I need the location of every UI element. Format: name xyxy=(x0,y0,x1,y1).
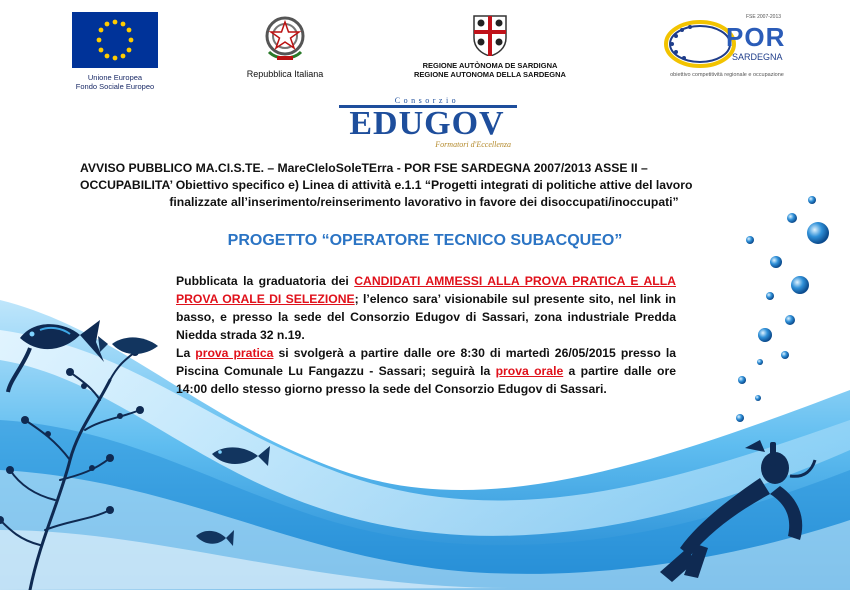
paragraph-2 xyxy=(176,344,676,398)
p2-text-b: si svolgerà a partire dalle ore 8:30 di martedì 26/05/2015 presso la Piscina Comunale Lu Fangazzu - Sassari; seguirà la xyxy=(176,346,677,378)
sardinia-caption-2: REGIONE AUTONOMA DELLA SARDEGNA xyxy=(414,70,566,79)
edugov-name: EDUGOV xyxy=(349,105,505,142)
bubble xyxy=(787,213,797,223)
bubble xyxy=(738,376,746,384)
bubble xyxy=(755,395,761,401)
edugov-tagline: Formatori d'Eccellenza xyxy=(435,140,511,149)
paragraph-1 xyxy=(176,272,676,344)
eu-caption-2: Fondo Sociale Europeo xyxy=(75,82,155,91)
sardinia-logo xyxy=(400,14,580,79)
por-region: SARDEGNA xyxy=(732,52,783,62)
notice-line-1: AVVISO PUBBLICO MA.CI.S.TE. – MareCIeloSoleTErra - POR FSE SARDEGNA 2007/2013 ASSE II – xyxy=(80,161,648,175)
por-period: FSE 2007-2013 xyxy=(746,14,782,20)
bubble xyxy=(807,222,829,244)
admitted-candidates-link[interactable]: CANDIDATI AMMESSI ALLA PROVA PRATICA E ALLA PROVA ORALE DI SELEZIONE xyxy=(176,274,676,306)
bubble xyxy=(785,315,795,325)
announcement-body xyxy=(176,272,676,398)
edugov-logo xyxy=(337,96,517,152)
bubble xyxy=(770,256,782,268)
bubbles xyxy=(736,196,829,422)
notice-header xyxy=(80,160,768,211)
eu-logo xyxy=(70,12,160,91)
bubble xyxy=(781,351,789,359)
notice-line-3: finalizzate all’inserimento/reinserimento lavorativo in favore dei disoccupati/inoccupati” xyxy=(169,195,679,209)
p1-text-b: ; l’elenco sara’ visionabile sul presente sito, nel link in basso, e presso la sede del Consorzio Edugov di Sassari, zona industriale Predda Niedda strada 32 n.19. xyxy=(176,292,676,342)
bubble xyxy=(757,359,763,365)
bubble xyxy=(766,292,774,300)
italian-emblem-icon xyxy=(263,12,307,64)
notice-line-2: OCCUPABILITA’ Obiettivo specifico e) Linea di attività e.1.1 “Progetti integrati di politiche attive del lavoro xyxy=(80,178,693,192)
oral-test-link[interactable]: prova orale xyxy=(495,364,564,378)
edugov-consorzio: Consorzio xyxy=(394,96,460,105)
eu-caption-1: Unione Europea xyxy=(87,73,143,82)
bubble xyxy=(758,328,772,342)
por-word: POR xyxy=(726,22,786,52)
italy-logo xyxy=(235,12,335,79)
sardinia-caption-1: REGIONE AUTÒNOMA DE SARDIGNA xyxy=(422,61,558,70)
p1-text-a: Pubblicata la graduatoria dei xyxy=(176,274,355,288)
project-title: PROGETTO “OPERATORE TECNICO SUBACQUEO” xyxy=(227,232,623,249)
bubble xyxy=(808,196,816,204)
practical-test-link[interactable]: prova pratica xyxy=(195,346,274,360)
p2-text-a: La xyxy=(176,346,196,360)
por-logo xyxy=(662,14,792,84)
p2-text-c: a partire dalle ore 14:00 dello stesso giorno presso la sede del Consorzio Edugov di Sassari. xyxy=(176,364,676,396)
italy-caption: Repubblica Italiana xyxy=(246,69,324,79)
bubble xyxy=(791,276,809,294)
eu-flag-icon xyxy=(72,12,158,68)
sardinia-shield-icon xyxy=(472,14,508,56)
bubble xyxy=(746,236,754,244)
por-tagline: obiettivo competitività regionale e occupazione xyxy=(670,72,784,78)
bubble xyxy=(736,414,744,422)
